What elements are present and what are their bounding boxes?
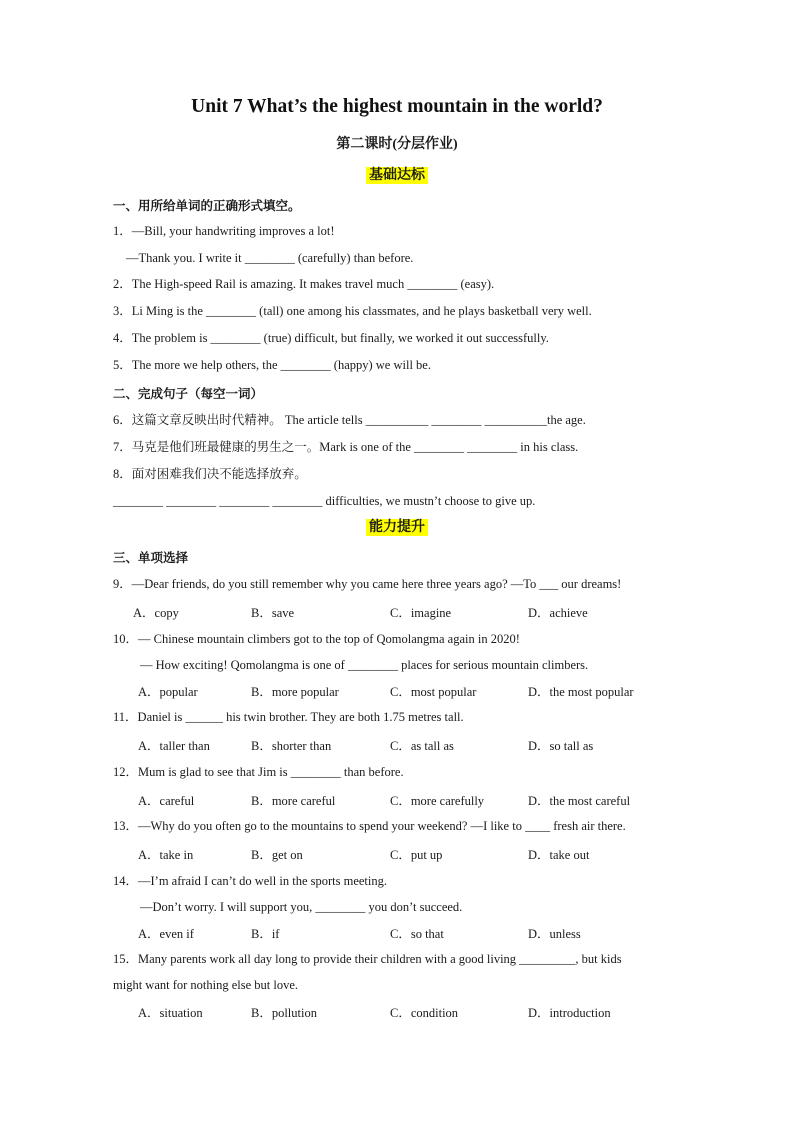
q11-option-a[interactable]: A．taller than [138,739,210,753]
q5-line: 5．The more we help others, the ________ (happy) we will be. [113,358,431,372]
q13-options [0,845,794,861]
q12-option-d[interactable]: D．the most careful [528,794,631,808]
q9-line: 9．—Dear friends, do you still remember why you came here three years ago? —To ___ our dreams! [113,577,622,591]
q13-option-d[interactable]: D．take out [528,848,590,862]
q15-line-1: 15．Many parents work all day long to provide their children with a good living _________, but kids [113,952,622,966]
section-3-heading: 三、单项选择 [113,550,189,565]
q6-line: 6．这篇文章反映出时代精神。 The article tells __________ ________ __________the age. [113,413,586,427]
q15-option-b[interactable]: B．pollution [251,1006,317,1020]
q1-line-1: 1．—Bill, your handwriting improves a lot! [113,224,335,238]
q15-line-2: might want for nothing else but love. [113,978,299,992]
q15-option-d[interactable]: D．introduction [528,1006,611,1020]
q11-line: 11．Daniel is ______ his twin brother. They are both 1.75 metres tall. [113,710,464,724]
q8-line-1: 8．面对困难我们决不能选择放弃。 [113,467,307,481]
level-advanced-heading [0,516,794,536]
level-advanced-label: 能力提升 [366,519,428,536]
q9-option-a[interactable]: A．copy [133,606,179,620]
q14-option-d[interactable]: D．unless [528,927,581,941]
q15-options [0,1003,794,1019]
level-basic-label: 基础达标 [366,167,428,184]
q11-option-d[interactable]: D．so tall as [528,739,594,753]
q10-line-1: 10．— Chinese mountain climbers got to the top of Qomolangma again in 2020! [113,632,520,646]
q13-option-a[interactable]: A．take in [138,848,194,862]
q12-line: 12．Mum is glad to see that Jim is ________ than before. [113,765,404,779]
q13-option-c[interactable]: C．put up [390,848,443,862]
q13-line: 13．—Why do you often go to the mountains to spend your weekend? —I like to ____ fresh air there. [113,819,626,833]
q14-options [0,924,794,940]
level-basic-heading [0,164,794,184]
q10-option-a[interactable]: A．popular [138,685,198,699]
q9-options [0,603,794,619]
page-title: Unit 7 What’s the highest mountain in the world? [191,96,603,117]
q7-line: 7．马克是他们班最健康的男生之一。Mark is one of the ________ ________ in his class. [113,440,579,454]
section-2-heading: 二、完成句子（每空一词） [113,386,264,401]
q10-option-b[interactable]: B．more popular [251,685,339,699]
q8-line-2: ________ ________ ________ ________ difficulties, we mustn’t choose to give up. [113,494,536,508]
q14-option-a[interactable]: A．even if [138,927,194,941]
q9-option-d[interactable]: D．achieve [528,606,588,620]
q13-option-b[interactable]: B．get on [251,848,303,862]
q14-option-b[interactable]: B．if [251,927,280,941]
q1-line-2: —Thank you. I write it ________ (carefully) than before. [126,251,414,265]
q2-line: 2．The High-speed Rail is amazing. It makes travel much ________ (easy). [113,277,495,291]
q11-option-c[interactable]: C．as tall as [390,739,454,753]
q11-option-b[interactable]: B．shorter than [251,739,332,753]
q10-option-c[interactable]: C．most popular [390,685,477,699]
q15-option-c[interactable]: C．condition [390,1006,459,1020]
page-subtitle: 第二课时(分层作业) [336,137,458,152]
q14-line-1: 14．—I’m afraid I can’t do well in the sports meeting. [113,874,388,888]
q11-options [0,736,794,752]
q10-options [0,682,794,698]
q4-line: 4．The problem is ________ (true) difficult, but finally, we worked it out successfully. [113,331,549,345]
q3-line: 3．Li Ming is the ________ (tall) one among his classmates, and he plays basketball very well. [113,304,592,318]
q15-option-a[interactable]: A．situation [138,1006,203,1020]
section-1-heading: 一、用所给单词的正确形式填空。 [113,198,301,213]
q14-line-2: —Don’t worry. I will support you, ________ you don’t succeed. [140,900,463,914]
q10-line-2: — How exciting! Qomolangma is one of ________ places for serious mountain climbers. [140,658,589,672]
q12-option-a[interactable]: A．careful [138,794,195,808]
q12-options [0,791,794,807]
q10-option-d[interactable]: D．the most popular [528,685,634,699]
q12-option-c[interactable]: C．more carefully [390,794,485,808]
q9-option-b[interactable]: B．save [251,606,295,620]
q9-option-c[interactable]: C．imagine [390,606,452,620]
q14-option-c[interactable]: C．so that [390,927,444,941]
q12-option-b[interactable]: B．more careful [251,794,336,808]
